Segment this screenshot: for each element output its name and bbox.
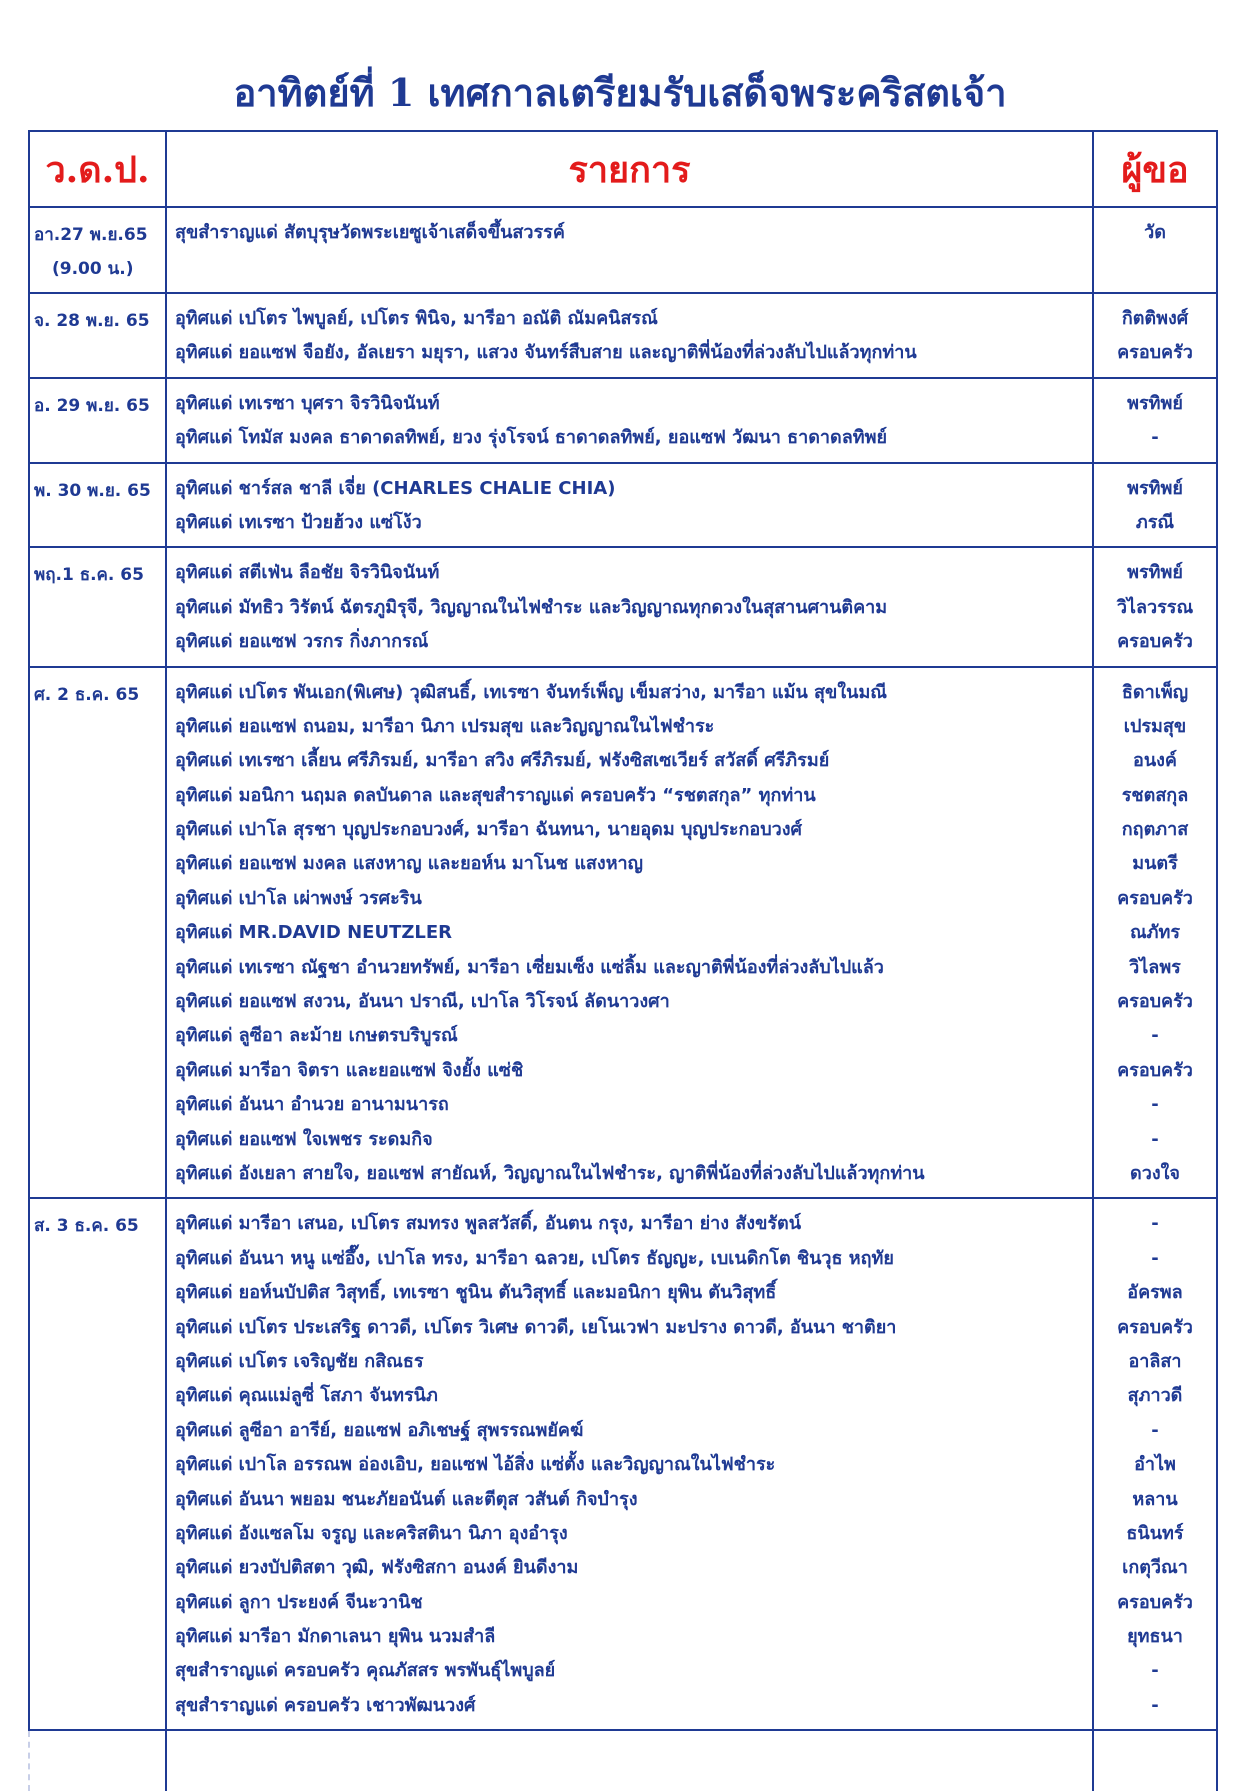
intention-line: อุทิศแด่ เปโตร ไพบูลย์, เปโตร พินิจ, มารีอา อณัติ ณัมคนิสรณ์	[175, 308, 658, 329]
requester-line: อาลิสา	[1128, 1350, 1182, 1372]
requester-line: ดวงใจ	[1130, 1162, 1180, 1184]
intention-line: อุทิศแด่ อังเยลา สายใจ, ยอแซฟ สายัณห์, วิญญาณในไฟชำระ, ญาติพี่น้องที่ล่วงลับไปแล้วทุกท่าน	[175, 1162, 925, 1184]
requester-line: เปรมสุข	[1123, 715, 1187, 737]
intention-line: อุทิศแด่ มัทธิว วิรัตน์ ฉัตรภูมิรุจี, วิญญาณในไฟชำระ และวิญญาณทุกดวงในสุสานศานติคาม	[175, 596, 888, 618]
requester-line: -	[1151, 1660, 1159, 1682]
mass-intention-table-wrapper	[28, 130, 1216, 1754]
date-cell	[29, 378, 166, 463]
requester-line: ครอบครัว	[1117, 342, 1193, 364]
requester-line: ครอบครัว	[1117, 1591, 1193, 1613]
mass-intention-table	[28, 130, 1218, 1791]
requester-cell	[1093, 378, 1217, 463]
date-cell	[29, 1198, 166, 1730]
date-text: ส. 3 ธ.ค. 65	[34, 1216, 139, 1237]
intention-line: อุทิศแด่ เปาโล สุรชา บุญประกอบวงศ์, มารีอา ฉันทนา, นายอุดม บุญประกอบวงศ์	[175, 819, 802, 841]
requester-line: กฤตภาส	[1121, 819, 1189, 841]
requester-line: -	[1151, 1247, 1159, 1269]
date-text: พฤ.1 ธ.ค. 65	[34, 565, 144, 586]
requester-line: วัด	[1144, 222, 1166, 243]
intention-line: อุทิศแด่ มอนิกา นฤมล ดลบันดาล และสุขสำราญแด่ ครอบครัว “รชตสกุล” ทุกท่าน	[175, 784, 816, 806]
requester-line: มนตรี	[1132, 853, 1178, 875]
requester-line: -	[1151, 1025, 1159, 1047]
intention-line: อุทิศแด่ ยอแซฟ วรกร กิ่งภากรณ์	[175, 631, 429, 653]
intention-line: อุทิศแด่ ยอแซฟ มงคล แสงหาญ และยอห์น มาโนช แสงหาญ	[175, 853, 643, 875]
table-row	[29, 547, 1217, 666]
table-row	[29, 1198, 1217, 1730]
requester-line: ณภัทร	[1129, 922, 1181, 944]
requester-line: หลาน	[1132, 1488, 1178, 1510]
header-requester: ผู้ขอ	[1093, 131, 1217, 207]
intention-line: อุทิศแด่ เปโตร ประเสริฐ ดาวดี, เปโตร วิเศษ ดาวดี, เยโนเวฟา มะปราง ดาวดี, อันนา ชาติยา	[175, 1316, 897, 1338]
empty-cell	[1093, 1730, 1217, 1791]
requester-line: ครอบครัว	[1117, 887, 1193, 909]
requester-line: อัครพล	[1127, 1282, 1183, 1304]
requester-line: -	[1151, 1213, 1159, 1235]
date-cell	[29, 547, 166, 666]
empty-cell	[29, 1730, 166, 1791]
date-cell	[29, 463, 166, 548]
requester-line: ครอบครัว	[1117, 991, 1193, 1013]
header-row	[29, 131, 1217, 207]
page-title: อาทิตย์ที่ 1 เทศกาลเตรียมรับเสด็จพระคริสตเจ้า	[233, 70, 1007, 115]
intention-line: อุทิศแด่ เทเรซา ป้วยฮ้วง แซ่โง้ว	[175, 511, 422, 533]
requester-line: เกตุวีณา	[1122, 1557, 1188, 1579]
requester-line: -	[1151, 427, 1159, 449]
intention-line: อุทิศแด่ โทมัส มงคล ธาดาดลทิพย์, ยวง รุ่งโรจน์ ธาดาดลทิพย์, ยอแซฟ วัฒนา ธาดาดลทิพย์	[175, 427, 888, 449]
requester-line: พรทิพย์	[1127, 562, 1183, 584]
table-row	[29, 667, 1217, 1199]
requester-line: -	[1151, 1094, 1159, 1116]
requester-cell	[1093, 293, 1217, 378]
empty-cell	[166, 1730, 1093, 1791]
intention-line: อุทิศแด่ สตีเฟ่น ลือชัย จิรวินิจนันท์	[175, 562, 440, 584]
requester-cell	[1093, 547, 1217, 666]
date-text: ศ. 2 ธ.ค. 65	[34, 684, 140, 705]
intention-line: สุขสำราญแด่ ครอบครัว คุณภัสสร พรพันธุ์ไพบูลย์	[175, 1660, 556, 1682]
requester-line: ครอบครัว	[1117, 631, 1193, 653]
items-cell	[166, 1198, 1093, 1730]
items-cell	[166, 463, 1093, 548]
intention-line: อุทิศแด่ เทเรซา เลี้ยน ศรีภิรมย์, มารีอา สวิง ศรีภิรมย์, ฟรังซิสเซเวียร์ สวัสดิ์ ศรีภิรมย์	[175, 750, 830, 772]
table-row	[29, 207, 1217, 293]
requester-line: วิไลวรรณ	[1116, 596, 1194, 618]
intention-line: อุทิศแด่ เทเรซา บุศรา จิรวินิจนันท์	[175, 392, 440, 414]
requester-line: ยุทธนา	[1127, 1626, 1183, 1648]
intention-line: อุทิศแด่ ลูซีอา อารีย์, ยอแซฟ อภิเชษฐ์ สุพรรณพยัคฆ์	[175, 1419, 584, 1441]
intention-line: อุทิศแด่ อันนา พยอม ชนะภัยอนันต์ และตีตุส วสันต์ กิจบำรุง	[175, 1488, 638, 1510]
intention-line: อุทิศแด่ คุณแม่ลูซี่ โสภา จันทรนิภ	[175, 1385, 438, 1407]
intention-line: อุทิศแด่ อันนา หนู แซ่อึ๊ง, เปาโล ทรง, มารีอา ฉลวย, เปโตร ธัญญะ, เบเนดิกโต ชินวุธ หฤทัย	[175, 1247, 894, 1269]
requester-line: พรทิพย์	[1127, 477, 1183, 499]
requester-line: วิไลพร	[1129, 956, 1181, 978]
requester-line: ธนินทร์	[1126, 1522, 1184, 1544]
date-cell	[29, 293, 166, 378]
intention-line: อุทิศแด่ MR.DAVID NEUTZLER	[175, 922, 453, 944]
intention-line: อุทิศแด่ ลูกา ประยงค์ จีนะวานิช	[175, 1591, 423, 1613]
requester-line: พรทิพย์	[1127, 392, 1183, 414]
header-date: ว.ด.ป.	[29, 131, 166, 207]
intention-line: อุทิศแด่ เปาโล เผ่าพงษ์ วรศะริน	[175, 887, 422, 909]
requester-line: อำไพ	[1134, 1454, 1176, 1476]
intention-line: อุทิศแด่ ยวงบัปติสตา วุฒิ, ฟรังซิสกา อนงค์ ยินดีงาม	[175, 1557, 579, 1579]
table-row	[29, 463, 1217, 548]
date-text: อา.27 พ.ย.65	[34, 225, 148, 245]
date-text: พ. 30 พ.ย. 65	[34, 480, 151, 501]
requester-line: สุภาวดี	[1127, 1385, 1183, 1407]
intention-line: อุทิศแด่ มารีอา จิตรา และยอแซฟ จิงยั้ง แซ่ชิ	[175, 1059, 524, 1081]
intention-line: อุทิศแด่ ยอแซฟ ใจเพชร ระดมกิจ	[175, 1128, 433, 1150]
intention-line: อุทิศแด่ อันนา อำนวย อานามนารถ	[175, 1094, 449, 1116]
requester-line: ครอบครัว	[1117, 1059, 1193, 1081]
requester-line: กิตติพงศ์	[1121, 308, 1189, 329]
requester-line: -	[1151, 1419, 1159, 1441]
intention-line: อุทิศแด่ ชาร์สล ชาลี เจี่ย (CHARLES CHALIE CHIA)	[175, 477, 616, 499]
intention-line: อุทิศแด่ เทเรซา ณัฐชา อำนวยทรัพย์, มารีอา เซี่ยมเซ็ง แซ่ลิ้ม และญาติพี่น้องที่ล่วงลับไปแล้ว	[175, 956, 884, 978]
requester-line: อนงค์	[1133, 750, 1177, 772]
intention-line: อุทิศแด่ มารีอา เสนอ, เปโตร สมทรง พูลสวัสดิ์, อันตน กรุง, มารีอา ย่าง สังขรัตน์	[175, 1213, 802, 1235]
intention-line: อุทิศแด่ เปโตร พันเอก(พิเศษ) วุฒิสนธิ์, เทเรซา จันทร์เพ็ญ เข็มสว่าง, มารีอา แม้น สุขในมณี	[175, 681, 888, 703]
intention-line: อุทิศแด่ มารีอา มักดาเลนา ยุพิน นวมสำลี	[175, 1626, 496, 1648]
intention-line: สุขสำราญแด่ ครอบครัว เชาวพัฒนวงศ์	[175, 1694, 476, 1716]
requester-cell	[1093, 463, 1217, 548]
requester-cell	[1093, 667, 1217, 1199]
date-text: จ. 28 พ.ย. 65	[34, 311, 150, 331]
table-body	[29, 207, 1217, 1791]
intention-line: อุทิศแด่ เปาโล อรรณพ อ่องเอิบ, ยอแซฟ ไอ้สิ่ง แซ่ตั้ง และวิญญาณในไฟชำระ	[175, 1454, 776, 1476]
date-cell	[29, 667, 166, 1199]
intention-line: อุทิศแด่ เปโตร เจริญชัย กสิณธร	[175, 1350, 424, 1372]
intention-line: อุทิศแด่ ยอแซฟ จือยัง, อัลเยรา มยุรา, แสวง จันทร์สืบสาย และญาติพี่น้องที่ล่วงลับไปแล้วทุกท่าน	[175, 342, 917, 364]
intention-line: อุทิศแด่ ลูซีอา ละม้าย เกษตรบริบูรณ์	[175, 1025, 458, 1047]
intention-line: อุทิศแด่ ยอแซฟ สงวน, อันนา ปราณี, เปาโล วิโรจน์ ลัดนาวงศา	[175, 991, 670, 1013]
intention-line: สุขสำราญแด่ สัตบุรุษวัดพระเยซูเจ้าเสด็จขึ้นสวรรค์	[175, 222, 565, 243]
date-text: อ. 29 พ.ย. 65	[34, 395, 150, 416]
items-cell	[166, 378, 1093, 463]
requester-cell	[1093, 1198, 1217, 1730]
items-cell	[166, 667, 1093, 1199]
time-text: (9.00 น.)	[52, 259, 134, 279]
intention-line: อุทิศแด่ ยอห์นบัปติส วิสุทธิ์, เทเรซา ชูนิน ตันวิสุทธิ์ และมอนิกา ยุพิน ตันวิสุทธิ์	[175, 1282, 777, 1304]
requester-line: ครอบครัว	[1117, 1316, 1193, 1338]
requester-line: -	[1151, 1694, 1159, 1716]
items-cell	[166, 547, 1093, 666]
requester-cell	[1093, 207, 1217, 293]
items-cell	[166, 207, 1093, 293]
requester-line: ธิดาเพ็ญ	[1121, 681, 1189, 703]
requester-line: -	[1151, 1128, 1159, 1150]
requester-line: รชตสกุล	[1121, 784, 1189, 806]
table-row	[29, 378, 1217, 463]
intention-line: อุทิศแด่ อังแซลโม จรูญ และคริสตินา นิภา อุงอำรุง	[175, 1522, 568, 1544]
requester-line: ภรณี	[1135, 511, 1175, 533]
date-cell	[29, 207, 166, 293]
table-row	[29, 293, 1217, 378]
intention-line: อุทิศแด่ ยอแซฟ ถนอม, มารีอา นิภา เปรมสุข และวิญญาณในไฟชำระ	[175, 715, 715, 737]
table-row-empty	[29, 1730, 1217, 1791]
header-items: รายการ	[166, 131, 1093, 207]
items-cell	[166, 293, 1093, 378]
